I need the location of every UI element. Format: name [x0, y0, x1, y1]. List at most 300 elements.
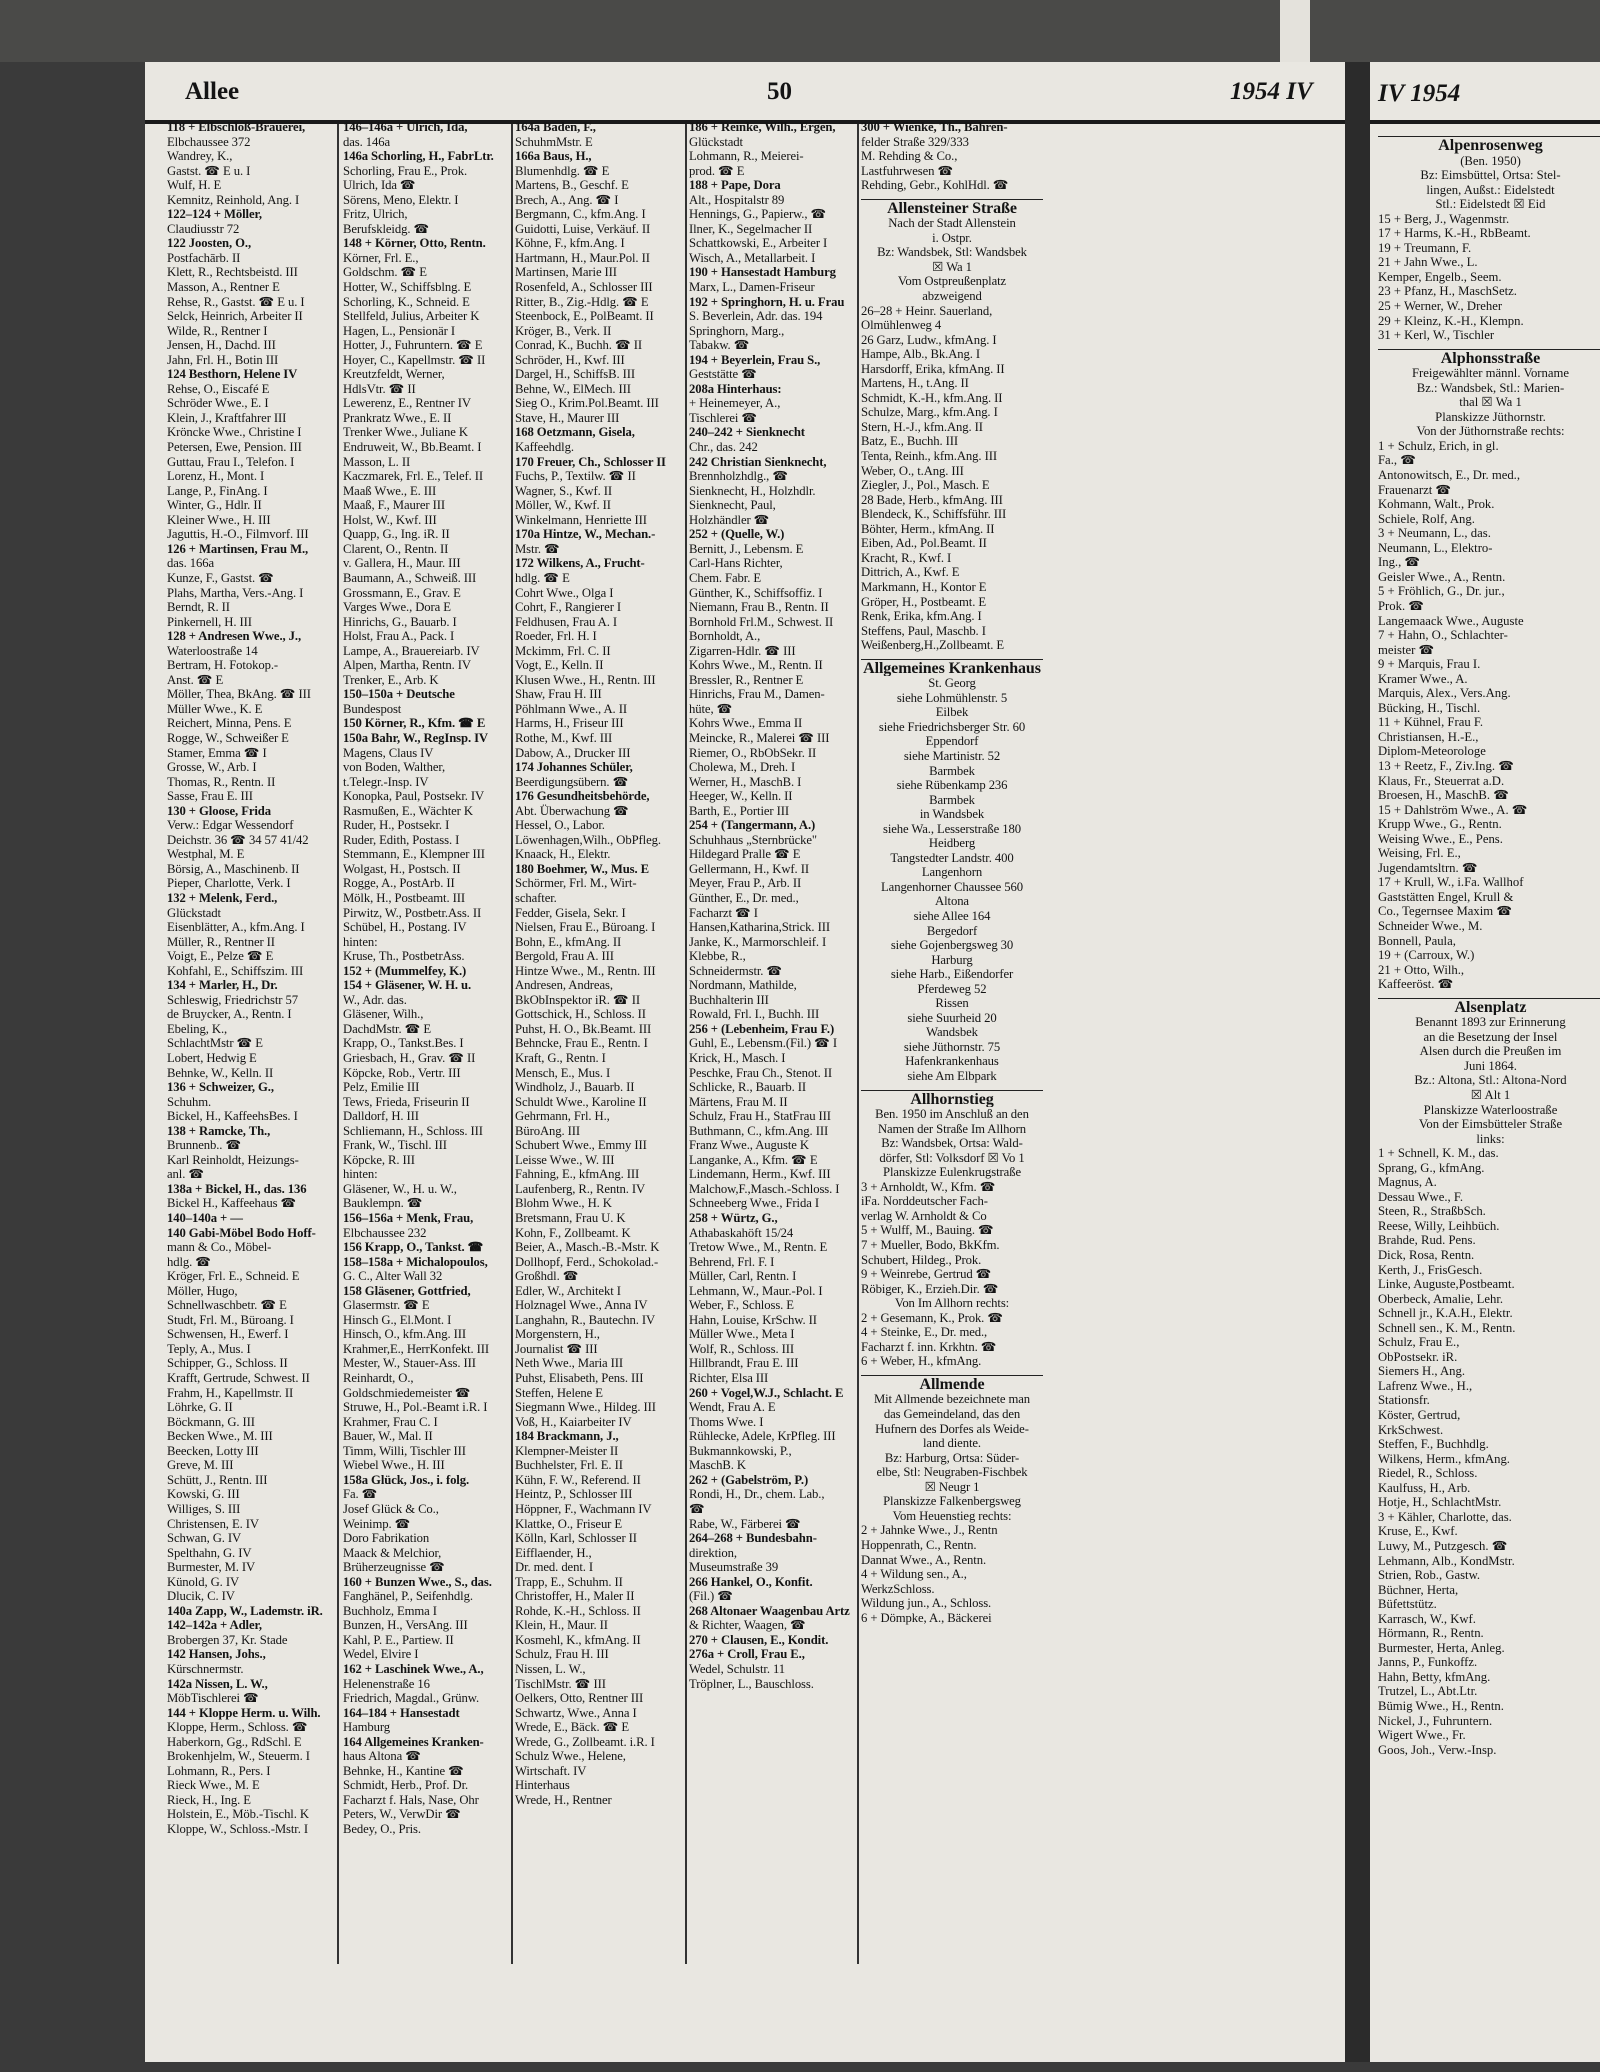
directory-entry: Nickel, J., Fuhruntern.	[1378, 1713, 1493, 1728]
directory-entry: 194 + Beyerlein, Frau S.,	[689, 352, 821, 367]
directory-entry: de Bruycker, A., Rentn. I	[167, 1007, 292, 1022]
directory-entry: Krafft, Gertrude, Schwest. II	[167, 1371, 310, 1386]
directory-entry: Facharzt f. inn. Krkhtn. ☎	[861, 1339, 997, 1354]
directory-entry: 192 + Springhorn, H. u. Frau	[689, 294, 845, 309]
directory-entry: Klebbe, R.,	[689, 949, 746, 964]
directory-entry: Barmbek	[929, 763, 975, 778]
directory-entry: Ritter, B., Zig.-Hdlg. ☎ E	[515, 294, 649, 309]
directory-entry: Kowski, G. III	[167, 1487, 240, 1502]
directory-entry: Shaw, Frau H. III	[515, 687, 602, 702]
directory-entry: Lehmann, W., Maur.-Pol. I	[689, 1283, 823, 1298]
directory-entry: Museumstraße 39	[689, 1560, 779, 1575]
directory-entry: Journalist ☎ III	[515, 1341, 598, 1356]
directory-entry: Sienknecht, H., Holzhdlr.	[689, 483, 816, 498]
directory-entry: Elbchaussee 372	[167, 134, 251, 149]
scan-background	[0, 0, 1600, 62]
directory-entry: von Boden, Walther,	[343, 760, 446, 775]
directory-entry: Bonnell, Paula,	[1378, 933, 1456, 948]
directory-entry: 148 + Körner, Otto, Rentn.	[343, 236, 486, 251]
directory-entry: Weising Wwe., E., Pens.	[1378, 831, 1503, 846]
directory-entry: Kemper, Engelb., Seem.	[1378, 269, 1502, 284]
directory-entry: ☒ Alt 1	[1470, 1088, 1511, 1102]
directory-entry: Langenhorner Chaussee 560	[881, 879, 1023, 894]
directory-entry: 156–156a + Menk, Frau,	[343, 1211, 474, 1226]
directory-entry: Rehding, Gebr., KohlHdl. ☎	[861, 178, 1009, 193]
directory-entry: Kruse, Th., PostbetrAss.	[343, 949, 465, 964]
directory-entry: v. Gallera, H., Maur. III	[343, 556, 461, 571]
directory-entry: Nach der Stadt Allenstein	[888, 216, 1016, 231]
directory-entry: Von der Jüthornstraße rechts:	[1416, 424, 1565, 439]
directory-entry: Lange, P., FinAng. I	[167, 483, 268, 498]
book-gutter	[1345, 62, 1370, 2062]
directory-entry: Weber, O., t.Ang. III	[861, 463, 964, 478]
directory-entry: Schneeberg Wwe., Frida I	[689, 1196, 819, 1211]
directory-entry: felder Straße 329/333	[861, 134, 969, 149]
directory-entry: 162 + Laschinek Wwe., A.,	[343, 1661, 484, 1676]
directory-entry: Blohm Wwe., H. K	[515, 1196, 612, 1211]
directory-entry: Becken Wwe., M. III	[167, 1429, 273, 1444]
directory-entry: Großhdl. ☎	[515, 1269, 579, 1284]
directory-entry: Bücking, H., Tischl.	[1378, 700, 1481, 715]
directory-entry: thal ☒ Wa 1	[1459, 395, 1522, 410]
directory-entry: Lohmann, R., Pers. I	[167, 1763, 271, 1778]
directory-entry: Rothe, M., Kwf. III	[515, 730, 613, 745]
directory-entry: Holst, Frau A., Pack. I	[343, 629, 455, 644]
directory-entry: Wrede, H., Rentner	[515, 1792, 612, 1807]
directory-entry: Müller, Carl, Rentn. I	[689, 1269, 797, 1284]
directory-entry: 11 + Kühnel, Frau F.	[1378, 715, 1484, 730]
street-section-title: Alphonsstraße	[1378, 349, 1600, 367]
directory-entry: siehe Am Elbpark	[907, 1069, 997, 1083]
directory-entry: Bauklempn. ☎	[343, 1196, 423, 1211]
directory-entry: 180 Boehmer, W., Mus. E	[515, 861, 649, 876]
directory-entry: Rondi, H., Dr., chem. Lab.,	[689, 1487, 825, 1502]
directory-entry: Heeger, W., Kelln. II	[689, 789, 793, 804]
directory-entry: Hotter, W., Schiffsblng. E	[343, 280, 472, 295]
directory-entry: Namen der Straße Im Allhorn	[877, 1121, 1027, 1136]
directory-entry: TischlMstr. ☎ III	[515, 1676, 606, 1691]
directory-entry: Bohn, E., kfmAng. II	[515, 934, 622, 949]
directory-entry: Selck, Heinrich, Arbeiter II	[167, 309, 303, 324]
directory-entry: 3 + Arnholdt, W., Kfm. ☎	[861, 1179, 996, 1194]
directory-entry: 21 + Jahn Wwe., L.	[1378, 255, 1478, 270]
directory-entry: Quapp, G., Ing. iR. II	[343, 527, 450, 542]
directory-entry: Ulrich, Ida ☎	[343, 178, 416, 193]
directory-entry: SchuhmMstr. E	[515, 134, 593, 149]
directory-entry: Kaffeeröst. ☎	[1378, 977, 1454, 992]
directory-entry: Körner, Frl. E.,	[343, 250, 419, 265]
directory-entry: Müller Wwe., K. E	[167, 701, 263, 716]
directory-entry: Schneidermstr. ☎	[689, 963, 783, 978]
directory-entry: 300 + Wienke, Th., Bahren-	[861, 120, 1008, 134]
directory-entry: Kühn, F. W., Referend. II	[515, 1472, 641, 1487]
directory-entry: Westphal, M. E	[167, 847, 245, 862]
right-page	[1370, 62, 1600, 2062]
volume-year: IV 1954	[1378, 80, 1461, 107]
directory-entry: Jahn, Frl. H., Botin III	[167, 352, 279, 367]
street-section-title: Alsenplatz	[1378, 998, 1600, 1016]
directory-entry: Reese, Willy, Leihbüch.	[1378, 1218, 1500, 1233]
directory-entry: 154 + Gläsener, W. H. u.	[343, 978, 472, 993]
directory-entry: DachdMstr. ☎ E	[343, 1021, 432, 1036]
directory-entry: Künold, G. IV	[167, 1574, 240, 1589]
directory-entry: 138 + Ramcke, Th.,	[167, 1123, 271, 1138]
directory-entry: 190 + Hansestadt Hamburg	[689, 265, 836, 280]
street-section-title: Alpenrosenweg	[1378, 136, 1600, 154]
directory-entry: Teply, A., Mus. I	[167, 1341, 251, 1356]
directory-entry: Karl Reinholdt, Heizungs-	[167, 1152, 299, 1167]
directory-entry: 152 + (Mummelfey, K.)	[343, 963, 467, 978]
directory-entry: Markmann, H., Kontor E	[861, 579, 987, 594]
directory-entry: siehe Lohmühlenstr. 5	[896, 690, 1008, 705]
directory-entry: Tischlerei ☎	[689, 410, 758, 425]
directory-entry: Beier, A., Masch.-B.-Mstr. K	[515, 1240, 660, 1255]
directory-entry: Masson, L. II	[343, 454, 411, 469]
directory-entry: Alt., Hospitalstr 89	[689, 192, 785, 207]
directory-entry: 158–158a + Michalopoulos,	[343, 1254, 488, 1269]
directory-entry: Bressler, R., Rentner E	[689, 672, 804, 687]
directory-entry: siehe Jüthornstr. 75	[903, 1039, 1001, 1054]
directory-entry: Brunnenb.. ☎	[167, 1138, 242, 1153]
directory-entry: ObPostsekr. iR.	[1378, 1349, 1458, 1364]
directory-entry: Bz: Harburg, Ortsa: Süder-	[884, 1450, 1020, 1465]
directory-entry: abzweigend	[922, 289, 982, 304]
directory-entry: Reinhardt, O.,	[343, 1371, 414, 1386]
directory-entry: Holstein, E., Möb.-Tischl. K	[167, 1807, 309, 1822]
directory-entry: 176 Gesundheitsbehörde,	[515, 789, 650, 804]
page-header	[145, 68, 1345, 124]
directory-entry: Wrede, G., Zollbeamt. i.R. I	[515, 1734, 655, 1749]
directory-entry: Magens, Claus IV	[343, 745, 434, 760]
directory-entry: Holst, W., Kwf. III	[343, 512, 437, 527]
directory-entry: ☒ Neugr 1	[924, 1479, 980, 1494]
directory-entry: Klempner-Meister II	[515, 1443, 619, 1458]
directory-entry: Olmühlenweg 4	[861, 318, 942, 333]
directory-entry: Guidotti, Luise, Verkäuf. II	[515, 221, 651, 236]
directory-entry: Sasse, Frau E. III	[167, 789, 253, 804]
directory-entry: Weber, F., Schloss. E	[689, 1298, 794, 1313]
directory-entry: Rohde, K.-H., Schloss. II	[515, 1603, 641, 1618]
directory-entry: 126 + Martinsen, Frau M.,	[167, 541, 309, 556]
directory-entry: Klett, R., Rechtsbeistd. III	[167, 265, 298, 280]
directory-entry: Löwenhagen,Wilh., ObPfleg.	[515, 832, 661, 847]
directory-entry: 164 Allgemeines Kranken-	[343, 1734, 484, 1749]
directory-entry: 260 + Vogel,W.J., Schlacht. E	[689, 1385, 844, 1400]
directory-entry: Möller, W., Kwf. II	[515, 498, 611, 513]
directory-entry: Hinsch, O., kfm.Ang. III	[343, 1327, 467, 1342]
directory-entry: Bz.: Wandsbek, Stl.: Marien-	[1416, 380, 1565, 395]
directory-entry: Bz.: Altona, Stl.: Altona-Nord	[1414, 1073, 1567, 1088]
directory-entry: 122–124 + Möller,	[167, 207, 262, 222]
directory-entry: 166a Baus, H.,	[515, 149, 592, 164]
directory-entry: Kürschnermstr.	[167, 1661, 244, 1676]
directory-entry: meister ☎	[1378, 642, 1435, 657]
directory-entry: siehe Wa., Lesserstraße 180	[882, 821, 1022, 836]
directory-entry: Köpcke, Rob., Vertr. III	[343, 1065, 461, 1080]
directory-entry: 270 + Clausen, E., Kondit.	[689, 1632, 829, 1647]
directory-entry: Vom Heuenstieg rechts:	[892, 1508, 1012, 1523]
directory-entry: ☎	[689, 1501, 705, 1516]
directory-entry: 170 Freuer, Ch., Schlosser II	[515, 454, 666, 469]
directory-entry: 9 + Weinrebe, Gertrud ☎	[861, 1267, 992, 1282]
directory-entry: Hotje, H., SchlachtMstr.	[1378, 1495, 1502, 1510]
directory-entry: Behnke, W., Kelln. II	[167, 1065, 274, 1080]
directory-entry: Krupp Wwe., G., Rentn.	[1378, 817, 1502, 832]
directory-entry: 19 + (Carroux, W.)	[1378, 948, 1475, 963]
directory-entry: Börsig, A., Maschinenb. II	[167, 861, 300, 876]
directory-entry: 31 + Kerl, W., Tischler	[1378, 328, 1495, 343]
directory-entry: Niemann, Frau B., Rentn. II	[689, 600, 829, 615]
directory-entry: Schuhm.	[167, 1094, 212, 1109]
directory-entry: Glückstadt	[167, 905, 221, 920]
street-section-title: Allmende	[861, 1375, 1043, 1393]
directory-entry: Wolgast, H., Postsch. II	[343, 861, 461, 876]
directory-entry: 3 + Kähler, Charlotte, das.	[1378, 1509, 1512, 1524]
directory-entry: 146–146a + Ulrich, Ida,	[343, 120, 468, 134]
directory-entry: Jugendamtsltrn. ☎	[1378, 860, 1478, 875]
directory-entry: + Heinemeyer, A.,	[689, 396, 781, 411]
directory-entry: Planskizze Waterloostraße	[1423, 1102, 1558, 1117]
directory-entry: 13 + Reetz, F., Ziv.Ing. ☎	[1378, 758, 1514, 773]
directory-entry: Rogge, W., Schweißer E	[167, 730, 289, 745]
directory-entry: Schmidt, Herb., Prof. Dr.	[343, 1778, 469, 1793]
directory-entry: Bernitt, J., Lebensm. E	[689, 541, 804, 556]
directory-entry: Rehse, R., Gastst. ☎ E u. I	[167, 294, 305, 309]
directory-entry: Sörens, Meno, Elektr. I	[343, 192, 459, 207]
directory-entry: 164a Baden, F.,	[515, 120, 596, 134]
directory-entry: Berufskleidg. ☎	[343, 221, 430, 236]
directory-entry: 15 + Dahlström Wwe., A. ☎	[1378, 802, 1528, 817]
directory-entry: Schnell sen., K. M., Rentn.	[1378, 1320, 1516, 1335]
directory-entry: Holzhändler ☎	[689, 512, 770, 527]
directory-entry: Conrad, K., Buchh. ☎ II	[515, 338, 642, 353]
directory-entry: Brüherzeugnisse ☎	[343, 1560, 445, 1575]
directory-entry: siehe Rübenkamp 236	[896, 778, 1008, 793]
directory-entry: Steffen, F., Buchhdlg.	[1378, 1437, 1489, 1452]
directory-entry: Trapp, E., Schuhm. II	[515, 1574, 623, 1589]
directory-entry: Christiansen, H.-E.,	[1378, 729, 1479, 744]
directory-entry: Wandrey, K.,	[167, 149, 233, 164]
directory-entry: 2 + Jahnke Wwe., J., Rentn	[861, 1523, 998, 1538]
directory-entry: siehe Harb., Eißendorfer	[890, 967, 1014, 982]
directory-entry: Schwartz, Wwe., Anna I	[515, 1705, 637, 1720]
right-column	[1378, 130, 1600, 1757]
directory-entry: Luwy, M., Putzgesch. ☎	[1378, 1538, 1508, 1553]
directory-entry: Vogt, E., Kelln. II	[515, 658, 604, 673]
directory-entry: (Ben. 1950)	[1460, 153, 1521, 168]
directory-entry: Frauenarzt ☎	[1378, 482, 1452, 497]
directory-entry: Kaulfuss, H., Arb.	[1378, 1480, 1471, 1495]
directory-entry: Trutzel, L., Abt.Ltr.	[1378, 1684, 1478, 1699]
directory-entry: Alsen durch die Preußen im	[1419, 1044, 1562, 1059]
directory-entry: Athabaskahöft 15/24	[689, 1225, 794, 1240]
directory-entry: 26–28 + Heinr. Sauerland,	[861, 303, 993, 318]
directory-entry: 252 + (Quelle, W.)	[689, 527, 785, 542]
directory-entry: Dr. med. dent. I	[515, 1560, 594, 1575]
directory-entry: Anst. ☎ E	[167, 672, 224, 687]
directory-entry: Sieg O., Krim.Pol.Beamt. III	[515, 396, 659, 411]
directory-entry: 118 + Elbschloß-Brauerei,	[167, 120, 306, 134]
directory-entry: Rasmußen, E., Wächter K	[343, 803, 473, 818]
directory-entry: 130 + Gloose, Frida	[167, 803, 272, 818]
directory-entry: Thoms Wwe. I	[689, 1414, 764, 1429]
directory-entry: Spelthahn, G. IV	[167, 1545, 252, 1560]
directory-entry: Frank, W., Tischl. III	[343, 1138, 447, 1153]
directory-entry: Diplom-Meteorologe	[1378, 744, 1486, 759]
directory-entry: Hessel, O., Labor.	[515, 818, 605, 833]
directory-entry: Zigarren-Hdlr. ☎ III	[689, 643, 796, 658]
directory-entry: Behrend, Frl. F. I	[689, 1254, 775, 1269]
directory-entry: Planskizze Falkenbergsweg	[883, 1494, 1021, 1509]
directory-entry: Fanghänel, P., Seifenhdlg.	[343, 1589, 473, 1604]
directory-entry: 160 + Bunzen Wwe., S., das.	[343, 1574, 492, 1589]
directory-entry: Rehse, O., Eiscafé E	[167, 381, 270, 396]
directory-entry: W., Adr. das.	[343, 992, 407, 1007]
directory-entry: Wildung jun., A., Schloss.	[861, 1596, 992, 1611]
directory-entry: Dessau Wwe., F.	[1378, 1189, 1464, 1204]
directory-entry: MöbTischlerei ☎	[167, 1691, 259, 1706]
directory-entry: Gehrmann, Frl. H.,	[515, 1109, 610, 1124]
directory-entry: Schnellwaschbetr. ☎ E	[167, 1298, 287, 1313]
directory-entry: Karrasch, W., Kwf.	[1378, 1611, 1476, 1626]
directory-entry: Schulz, Frau E.,	[1378, 1335, 1460, 1350]
directory-entry: Chr., das. 242	[689, 440, 758, 455]
directory-entry: Rissen	[935, 996, 969, 1011]
directory-entry: Eilbek	[935, 705, 969, 720]
directory-entry: 156 Krapp, O., Tankst. ☎	[343, 1240, 484, 1255]
directory-entry: Cohrt Wwe., Olga I	[515, 585, 614, 600]
directory-entry: hinten:	[343, 1167, 378, 1182]
directory-entry: links:	[1476, 1131, 1505, 1146]
directory-entry: Kröger, B., Verk. II	[515, 323, 612, 338]
directory-entry: 150a Bahr, W., RegInsp. IV	[343, 730, 488, 745]
directory-entry: Verw.: Edgar Wessendorf	[167, 818, 294, 833]
directory-entry: Eifflaender, H.,	[515, 1545, 592, 1560]
directory-entry: Benannt 1893 zur Erinnerung	[1415, 1015, 1566, 1030]
directory-entry: 7 + Mueller, Bodo, BkKfm.	[861, 1238, 1000, 1253]
directory-entry: Schulze, Marg., kfm.Ang. I	[861, 405, 998, 420]
directory-entry: Hinrichs, G., Bauarb. I	[343, 614, 457, 629]
directory-entry: Wandsbek	[926, 1025, 978, 1040]
directory-entry: Postfachārb. II	[167, 250, 241, 265]
directory-entry: Feldhusen, Frau A. I	[515, 614, 617, 629]
directory-entry: Struwe, H., Pol.-Beamt i.R. I	[343, 1400, 488, 1415]
directory-entry: 186 + Reinke, Wilh., Ergen,	[689, 120, 836, 134]
directory-entry: Dabow, A., Drucker III	[515, 745, 631, 760]
directory-entry: Dlucik, C. IV	[167, 1589, 235, 1604]
directory-entry: Wigert Wwe., Fr.	[1378, 1728, 1466, 1743]
directory-entry: Trenker Wwe., Juliane K	[343, 425, 468, 440]
directory-entry: Rowald, Frl. I., Buchh. III	[689, 1007, 820, 1022]
directory-entry: Tews, Frieda, Friseurin II	[343, 1094, 470, 1109]
directory-entry: Pelz, Emilie III	[343, 1080, 420, 1095]
directory-entry: Planskizze Jüthornstr.	[1435, 409, 1546, 424]
directory-entry: 242 Christian Sienknecht,	[689, 454, 827, 469]
directory-entry: Endruweit, W., Bb.Beamt. I	[343, 440, 482, 455]
directory-entry: 158 Gläsener, Gottfried,	[343, 1283, 471, 1298]
directory-entry: Schübel, H., Postang. IV	[343, 920, 467, 935]
directory-entry: Fa., ☎	[1378, 453, 1417, 468]
directory-entry: Schorling, Frau E., Prok.	[343, 163, 468, 178]
directory-entry: Dittrich, A., Kwf. E	[861, 565, 960, 580]
directory-entry: Tangstedter Landstr. 400	[890, 850, 1014, 865]
directory-entry: Bz: Wandsbek, Stl: Wandsbek	[877, 245, 1027, 260]
directory-entry: Oberbeck, Amalie, Lehr.	[1378, 1291, 1504, 1306]
directory-entry: Studt, Frl. M., Büroang. I	[167, 1312, 294, 1327]
directory-entry: anl. ☎	[167, 1167, 205, 1182]
directory-entry: Buchholz, Emma I	[343, 1603, 437, 1618]
directory-entry: Sprang, G., kfmAng.	[1378, 1160, 1485, 1175]
directory-entry: Werner, H., MaschB. I	[689, 774, 802, 789]
directory-entry: Klusen Wwe., H., Rentn. III	[515, 672, 656, 687]
directory-entry: mann & Co., Möbel-	[167, 1240, 272, 1255]
directory-entry: Eppendorf	[925, 734, 979, 749]
directory-entry: 208a Hinterhaus:	[689, 381, 782, 396]
directory-entry: Hartmann, H., Maur.Pol. II	[515, 250, 650, 265]
directory-entry: Böckmann, G. III	[167, 1414, 255, 1429]
directory-entry: Kloppe, Herm., Schloss. ☎	[167, 1720, 308, 1735]
directory-entry: Kleiner Wwe., H. III	[167, 512, 271, 527]
directory-entry: Wedel, Elvire I	[343, 1647, 419, 1662]
directory-entry: Altona	[935, 894, 969, 909]
directory-entry: Bickel H., Kaffeehaus ☎	[167, 1196, 297, 1211]
directory-entry: Guhl, E., Lebensm.(Fil.) ☎ I	[689, 1036, 837, 1051]
directory-entry: Günther, K., Schiffsoffiz. I	[689, 585, 823, 600]
directory-entry: Jensen, H., Dachd. III	[167, 338, 276, 353]
directory-entry: HdlsVtr. ☎ II	[343, 381, 416, 396]
directory-entry: Harsdorff, Erika, kfmAng. II	[861, 361, 1005, 376]
directory-entry: Ziegler, J., Pol., Masch. E	[861, 478, 990, 493]
directory-entry: Schröder Wwe., E. I	[167, 396, 269, 411]
directory-entry: Barth, E., Portier III	[689, 803, 789, 818]
directory-entry: Barmbek	[929, 792, 975, 807]
directory-entry: 144 + Kloppe Herm. u. Wilh.	[167, 1705, 321, 1720]
directory-entry: 142a Nissen, L. W.,	[167, 1676, 268, 1691]
directory-entry: Schliemann, H., Schloss. III	[343, 1123, 483, 1138]
directory-entry: Kahl, P. E., Partiew. II	[343, 1632, 454, 1647]
directory-entry: Wrede, E., Bäck. ☎ E	[515, 1720, 630, 1735]
directory-entry: Langanke, A., Kfm. ☎ E	[689, 1152, 818, 1167]
directory-entry: Dalldorf, H. III	[343, 1109, 419, 1124]
directory-entry: 1 + Schnell, K. M., das.	[1378, 1146, 1499, 1161]
directory-entry: Planskizze Eulenkrugstraße	[883, 1165, 1021, 1180]
directory-entry: Mölk, H., Postbeamt. III	[343, 890, 465, 905]
directory-entry: ☒ Wa 1	[932, 259, 972, 274]
directory-entry: Hildegard Pralle ☎ E	[689, 847, 801, 862]
directory-entry: & Richter, Waagen, ☎	[689, 1618, 806, 1633]
scan-edge	[1280, 0, 1310, 62]
directory-entry: Hahn, Betty, kfmAng.	[1378, 1669, 1491, 1684]
directory-entry: Deichstr. 36 ☎ 34 57 41/42	[167, 832, 309, 847]
directory-entry: Stamer, Emma ☎ I	[167, 745, 267, 760]
directory-entry: Helenenstraße 16	[343, 1676, 430, 1691]
directory-entry: Harms, H., Friseur III	[515, 716, 624, 731]
directory-entry: Steffen, Helene E	[515, 1385, 603, 1400]
column-divider	[685, 124, 687, 1964]
directory-entry: Bauer, W., Mal. II	[343, 1429, 433, 1444]
directory-entry: Bunzen, H., VersAng. III	[343, 1618, 468, 1633]
directory-entry: Marquis, Alex., Vers.Ang.	[1378, 686, 1511, 701]
directory-entry: Müller Wwe., Meta I	[689, 1327, 795, 1342]
directory-entry: Bundespost	[343, 701, 402, 716]
directory-entry: Springhorn, Marg.,	[689, 323, 785, 338]
directory-entry: Bümig Wwe., H., Rentn.	[1378, 1698, 1504, 1713]
directory-entry: Stl.: Eidelstedt ☒ Eid	[1435, 197, 1546, 212]
directory-entry: BüroAng. III	[515, 1123, 581, 1138]
directory-entry: Gröper, H., Postbeamt. E	[861, 594, 987, 609]
directory-entry: Hinsch G., El.Mont. I	[343, 1312, 452, 1327]
directory-entry: Langemaack Wwe., Auguste	[1378, 613, 1524, 628]
